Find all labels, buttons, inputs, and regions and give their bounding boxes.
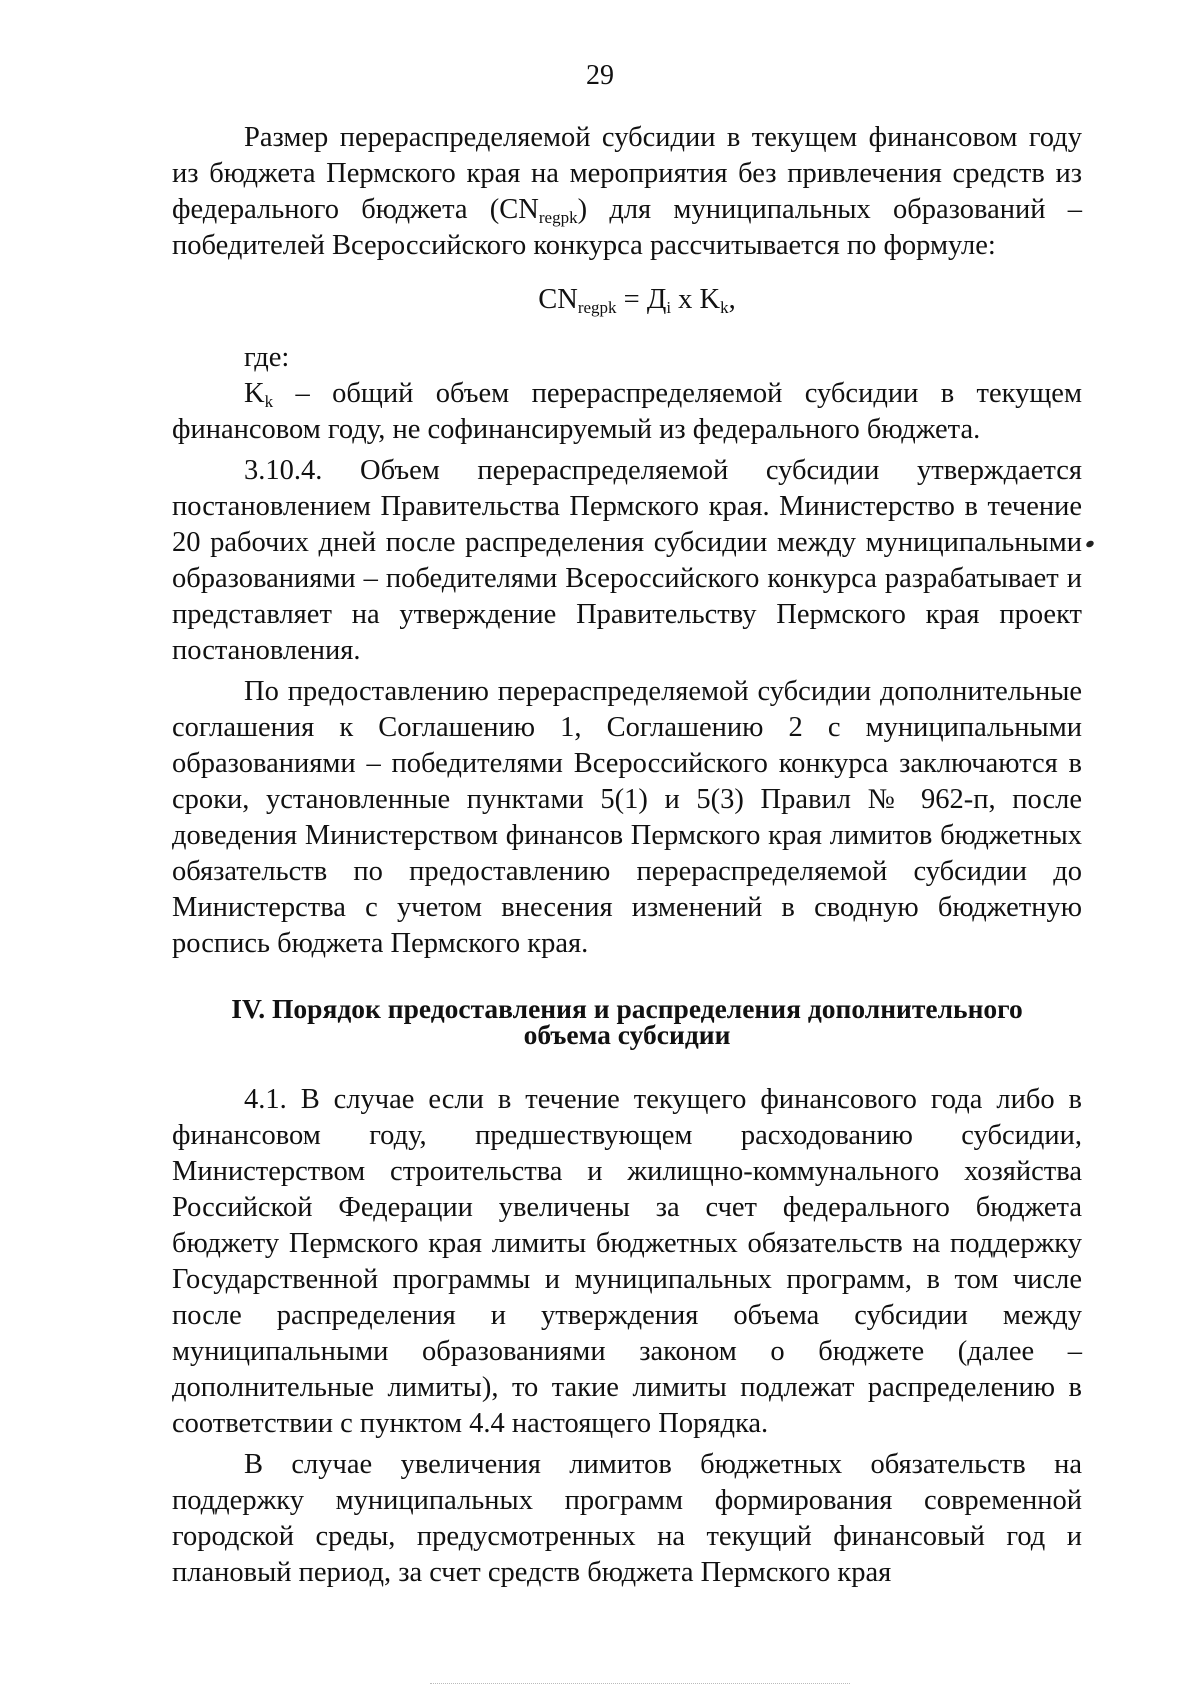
subscript: regpk	[538, 208, 578, 227]
scan-artifact-line	[430, 1683, 850, 1684]
scan-mark	[1085, 539, 1095, 548]
paragraph-limits-increase: В случае увеличения лимитов бюджетных обязательств на поддержку муниципальных программ формирования современной городской среды, предусмотренных на текущий финансовый год и плановый период, за счет средств бюджета Пермского края	[172, 1449, 1082, 1588]
subscript: k	[264, 392, 274, 411]
formula	[172, 282, 1082, 318]
formula-text: ,	[728, 284, 736, 315]
heading-line: объема субсидии	[523, 1019, 731, 1050]
paragraph-text: Размер перераспределяемой субсидии в текущем финансовом году из бюджета Пермского края на мероприятия без привлечения средств из федерального бюджета (CN	[172, 122, 1082, 225]
section-heading	[172, 993, 1082, 1050]
paragraph-text: – общий объем перераспределяемой субсидии в текущем финансовом году, не софинансируемый из федерального бюджета.	[172, 378, 1082, 445]
paragraph-additional-agreements: По предоставлению перераспределяемой субсидии дополнительные соглашения к Соглашению 1, Соглашению 2 с муниципальными образованиями – победителями Всероссийского конкурса заключаются в сроки, установленные пунктами 5(1) и 5(3) Правил № 962-п, после доведения Министерством финансов Пермского края лимитов бюджетных обязательств по предоставлению перераспределяемой субсидии до Министерства с учетом внесения изменений в сводную бюджетную роспись бюджета Пермского края.	[172, 676, 1082, 959]
formula-subscript: k	[720, 298, 729, 317]
formula-text: CN	[538, 284, 578, 315]
paragraph-where: где:	[244, 342, 290, 373]
paragraph-text: K	[244, 378, 265, 409]
formula-text: x K	[671, 284, 721, 315]
document-body	[172, 120, 1082, 1591]
paragraph-text: ) для муниципальных образований – победителей Всероссийского конкурса рассчитывается по формуле:	[172, 194, 1082, 261]
paragraph-4-1: 4.1. В случае если в течение текущего финансового года либо в финансовом году, предшествующем расходованию субсидии, Министерством строительства и жилищно-коммунального хозяйства Российской Федерации увеличены за счет федерального бюджета бюджету Пермского края лимиты бюджетных обязательств на поддержку Государственной программы и муниципальных программ, в том числе после распределения и утверждения объема субсидии между муниципальными образованиями законом о бюджете (далее – дополнительные лимиты), то такие лимиты подлежат распределению в соответствии с пунктом 4.4 настоящего Порядка.	[172, 1084, 1082, 1439]
paragraph-subsidy-size	[172, 120, 1082, 264]
heading-line: IV. Порядок предоставления и распределения дополнительного	[231, 993, 1023, 1024]
formula-text: = Д	[616, 284, 667, 315]
page-number: 29	[586, 60, 614, 91]
paragraph-3-10-4: 3.10.4. Объем перераспределяемой субсидии утверждается постановлением Правительства Пермского края. Министерство в течение 20 рабочих дней после распределения субсидии между муниципальными образованиями – победителями Всероссийского конкурса разрабатывает и представляет на утверждение Правительству Пермского края проект постановления.	[172, 455, 1082, 666]
paragraph-kk-definition	[172, 376, 1082, 448]
formula-subscript: regpk	[577, 298, 617, 317]
formula-subscript: i	[666, 298, 672, 317]
